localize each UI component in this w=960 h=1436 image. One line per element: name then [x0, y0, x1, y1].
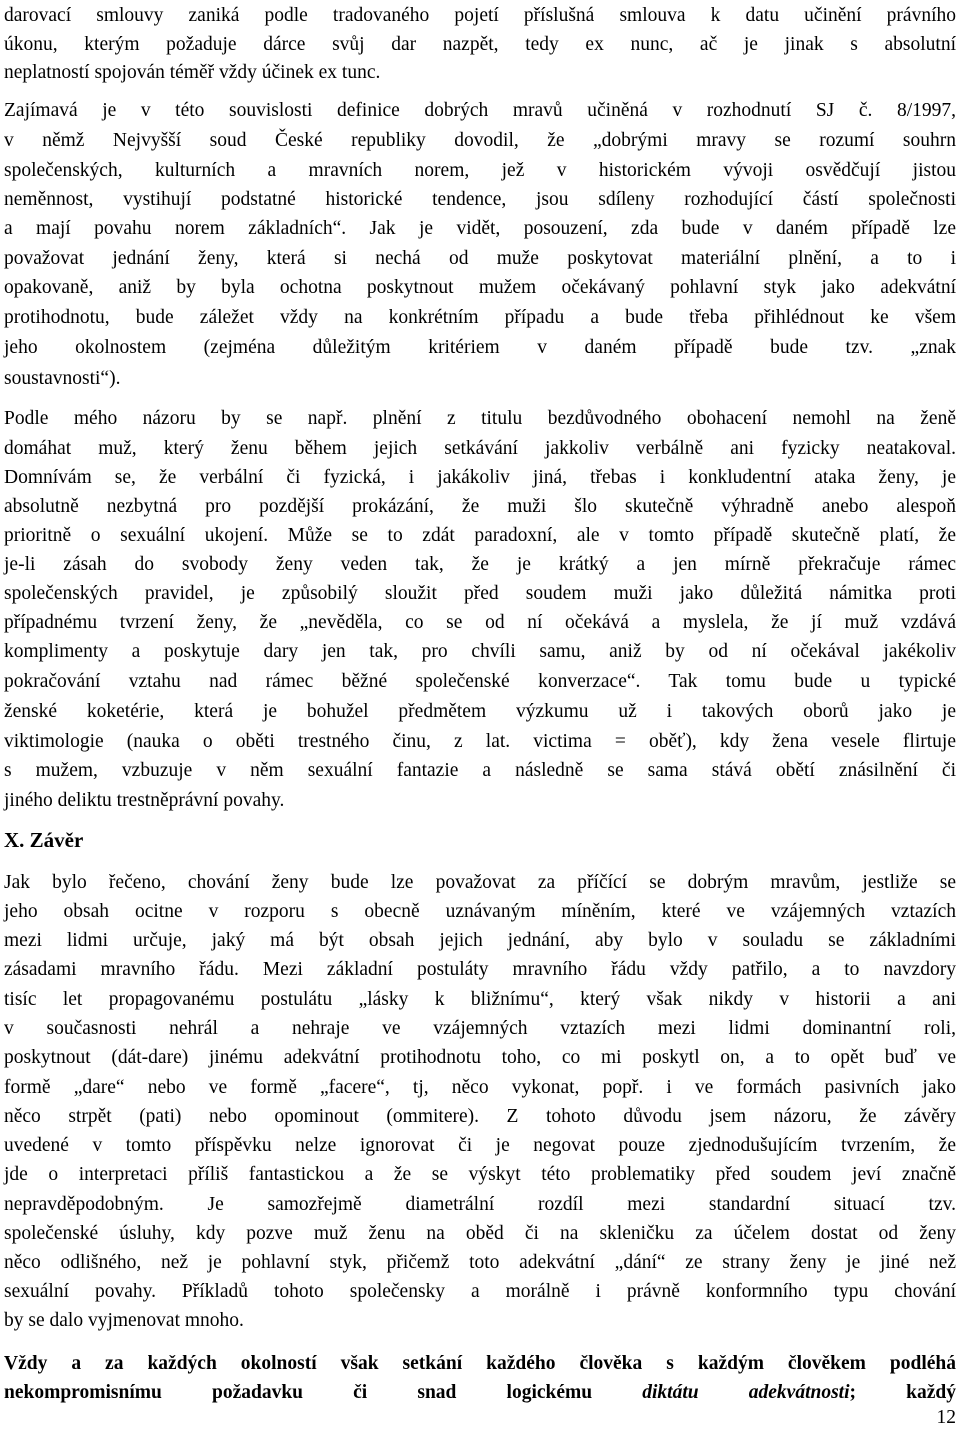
- text-line: neplatností spojován téměř vždy účinek ex tunc.: [4, 62, 381, 83]
- text-line: úkonu, kterým požaduje dárce svůj dar nazpět, tedy ex nunc, ač je jinak s absolutní: [4, 34, 956, 55]
- text-line: prioritně o sexuální ukojení. Může se to zdát paradoxní, ale v tomto případě skutečně platí, že: [4, 525, 956, 546]
- text-line: něco odlišného, než je pohlavní styk, přičemž toto adekvátní „dání“ ze strany ženy je jiné než: [4, 1252, 956, 1273]
- text-line: opakovaně, aniž by byla ochotna poskytnout mužem očekávaný pohlavní styk jako adekvátní: [4, 277, 956, 298]
- text-line: Domnívám se, že verbální či fyzická, i jakákoliv jiná, třebas i konkludentní ataka ženy, je: [4, 467, 956, 488]
- text-line: jiného deliktu trestněprávní povahy.: [4, 790, 285, 811]
- text-line: nepravděpodobným. Je samozřejmě diametrální rozdíl mezi standardní situací tzv.: [4, 1194, 956, 1215]
- text-line: ženské koketérie, která je bohužel předmětem výzkumu už i takových oborů jako je: [4, 701, 956, 722]
- text-line: protihodnotu, bude záležet vždy na konkrétním případu a bude třeba přihlédnout ke všem: [4, 307, 956, 328]
- text-span: nekompromisnímu požadavku či snad logickému: [4, 1382, 593, 1403]
- text-line: Podle mého názoru by se např. plnění z titulu bezdůvodného obohacení nemohl na ženě: [4, 408, 956, 429]
- text-line: neměnnost, vystihují podstatné historické tendence, jsou sdíleny rozhodující částí společnosti: [4, 189, 956, 210]
- text-line: sexuální povahy. Příkladů tohoto společensky a morálně i právně konformního typu chování: [4, 1281, 956, 1302]
- italic-term: diktátu: [642, 1382, 699, 1403]
- text-line: něco strpět (pati) nebo opominout (ommitere). Z tohoto důvodu jsem názoru, že závěry: [4, 1106, 956, 1127]
- text-line: případnému tvrzení ženy, že „nevěděla, co se od ní očekává a myslela, že jí muž vzdává: [4, 612, 956, 633]
- text-line: formě „dare“ nebo ve formě „facere“, tj, něco vykonat, popř. i ve formách pasivních jako: [4, 1077, 956, 1098]
- text-line: společenských pravidel, je způsobilý sloužit před soudem muži jako důležitá námitka proti: [4, 583, 956, 604]
- text-line: tisíc let propagovanému postulátu „lásky k bližnímu“, který však nikdy v historii a ani: [4, 989, 956, 1010]
- text-line: mezi lidmi určuje, jaký má být obsah jejich jednání, aby bylo v souladu se základními: [4, 930, 956, 951]
- bold-text-line: Vždy a za každých okolností však setkání každého člověka s každým člověkem podléhá: [4, 1353, 956, 1374]
- bold-text-line: [4, 1378, 956, 1407]
- text-line: je-li zásah do svobody ženy veden tak, že je krátký a jen mírně překračuje rámec: [4, 554, 956, 575]
- text-line: zásadami mravního řádu. Mezi základní postuláty mravního řádu vždy patřilo, a to navzdory: [4, 959, 956, 980]
- text-line: komplimenty a poskytuje dary jen tak, pro chvíli samu, aniž by od ní očekával jakékoliv: [4, 641, 956, 662]
- text-line: domáhat muž, který ženu během jejich setkávání jakkoliv verbálně ani fyzicky neatakoval.: [4, 438, 956, 459]
- text-line: Zajímavá je v této souvislosti definice dobrých mravů učiněná v rozhodnutí SJ č. 8/1997,: [4, 100, 956, 121]
- text-line: viktimologie (nauka o oběti trestného činu, z lat. victima = oběť), kdy žena vesele flirtuje: [4, 731, 956, 752]
- text-line: jde o interpretaci příliš fantastickou a že se výskyt této problematiky před soudem jeví značně: [4, 1164, 956, 1185]
- text-line: uvedené v tomto příspěvku nelze ignorovat či je negovat pouze zjednodušujícím tvrzením, že: [4, 1135, 956, 1156]
- text-line: považovat jednání ženy, která si nechá od muže poskytovat materiální plnění, a to i: [4, 248, 956, 269]
- text-line: s mužem, vzbuzuje v něm sexuální fantazie a následně se sama stává obětí znásilnění či: [4, 760, 956, 781]
- text-line: poskytnout (dát-dare) jinému adekvátní protihodnotu toho, co mi poskytl on, a to opět buď ve: [4, 1047, 956, 1068]
- text-line: by se dalo vyjmenovat mnoho.: [4, 1310, 244, 1331]
- text-line: společenské úsluhy, kdy pozve muž ženu na oběd či na skleničku za účelem dostat od ženy: [4, 1223, 956, 1244]
- text-line: jeho obsah ocitne v rozporu s obecně uznávaným míněním, které ve vzájemných vztazích: [4, 901, 956, 922]
- italic-term: adekvátnosti: [748, 1382, 850, 1403]
- text-line: v němž Nejvyšší soud České republiky dovodil, že „dobrými mravy se rozumí souhrn: [4, 130, 956, 151]
- text-line: jeho okolnostem (zejména důležitým kritériem v daném případě bude tzv. „znak: [4, 337, 956, 358]
- text-line: Jak bylo řečeno, chování ženy bude lze považovat za příčící se dobrým mravům, jestliže se: [4, 872, 956, 893]
- text-line: darovací smlouvy zaniká podle tradovaného pojetí příslušná smlouva k datu učinění právního: [4, 5, 956, 26]
- text-line: absolutně nezbytná pro pozdější prokázání, že muži šlo skutečně výhradně anebo alespoň: [4, 496, 956, 517]
- text-line: a mají povahu norem základních“. Jak je vidět, posouzení, zda bude v daném případě lze: [4, 218, 956, 239]
- text-line: soustavnosti“).: [4, 368, 121, 389]
- page-number: 12: [936, 1407, 956, 1428]
- text-span: ; každý: [849, 1382, 956, 1403]
- text-line: v současnosti nehrál a nehraje ve vzájemných vztazích mezi lidmi dominantní roli,: [4, 1018, 956, 1039]
- text-line: společenských, kulturních a mravních norem, jež v historickém vývoji osvědčují jistou: [4, 160, 956, 181]
- document-page: [4, 0, 956, 1436]
- section-heading: X. Závěr: [4, 828, 84, 852]
- text-line: pokračování vztahu nad rámec běžné společenské konverzace“. Tak tomu bude u typické: [4, 671, 956, 692]
